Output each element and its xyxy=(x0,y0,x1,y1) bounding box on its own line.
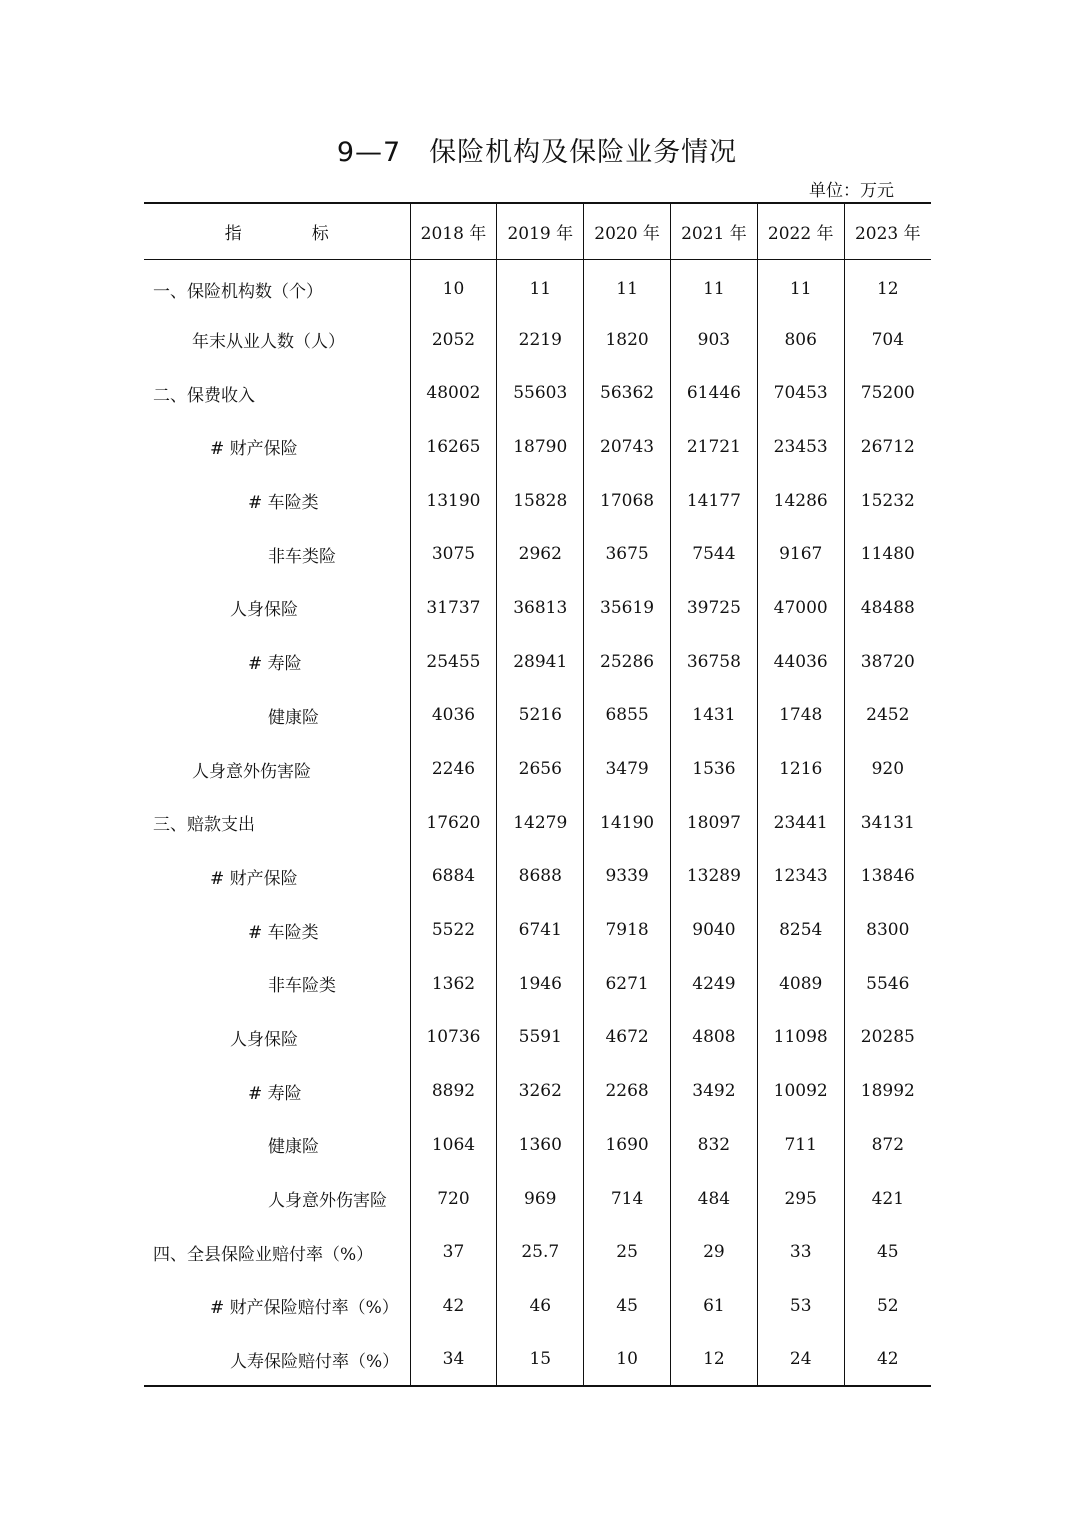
value-cell: 35619 xyxy=(584,581,671,635)
value-cell: 70453 xyxy=(757,366,844,420)
value-cell: 2656 xyxy=(497,742,584,796)
row-label: 人身保险 xyxy=(230,600,298,621)
value-cell: 4672 xyxy=(584,1011,671,1065)
value-cell: 17620 xyxy=(410,796,497,850)
row-label: 三、赔款支出 xyxy=(153,815,255,836)
value-cell: 1690 xyxy=(584,1118,671,1172)
table-row xyxy=(144,1279,931,1333)
value-cell: 4089 xyxy=(757,957,844,1011)
indicator-header-char: 标 xyxy=(311,223,329,244)
value-cell: 6855 xyxy=(584,689,671,743)
value-cell: 1820 xyxy=(584,313,671,367)
value-cell: 34131 xyxy=(844,796,931,850)
year-column-header: 2020 年 xyxy=(584,203,671,259)
value-cell: 39725 xyxy=(671,581,758,635)
value-cell: 1216 xyxy=(757,742,844,796)
table-row xyxy=(144,366,931,420)
row-label: 健康险 xyxy=(268,1137,319,1158)
row-label: 四、全县保险业赔付率（%） xyxy=(153,1244,374,1265)
value-cell: 23453 xyxy=(757,420,844,474)
value-cell: 8688 xyxy=(497,850,584,904)
row-label: 年末从业人数（人） xyxy=(192,332,345,353)
row-label: 人身意外伤害险 xyxy=(268,1191,387,1212)
row-label: 健康险 xyxy=(268,707,319,728)
value-cell: 11 xyxy=(671,259,758,313)
year-column-header: 2022 年 xyxy=(757,203,844,259)
value-cell: 832 xyxy=(671,1118,758,1172)
value-cell: 2452 xyxy=(844,689,931,743)
value-cell: 2246 xyxy=(410,742,497,796)
table-row xyxy=(144,1333,931,1387)
value-cell: 3479 xyxy=(584,742,671,796)
value-cell: 11 xyxy=(757,259,844,313)
row-label: 二、保费收入 xyxy=(153,385,255,406)
table-body xyxy=(144,259,931,1386)
value-cell: 14190 xyxy=(584,796,671,850)
value-cell: 3075 xyxy=(410,527,497,581)
value-cell: 15232 xyxy=(844,474,931,528)
value-cell: 55603 xyxy=(497,366,584,420)
value-cell: 720 xyxy=(410,1172,497,1226)
value-cell: 4036 xyxy=(410,689,497,743)
value-cell: 16265 xyxy=(410,420,497,474)
value-cell: 2052 xyxy=(410,313,497,367)
value-cell: 36813 xyxy=(497,581,584,635)
value-cell: 28941 xyxy=(497,635,584,689)
value-cell: 6741 xyxy=(497,903,584,957)
row-label: # 寿险 xyxy=(248,654,302,675)
table-row xyxy=(144,527,931,581)
value-cell: 1064 xyxy=(410,1118,497,1172)
insurance-statistics-table xyxy=(144,202,931,1387)
value-cell: 21721 xyxy=(671,420,758,474)
value-cell: 8892 xyxy=(410,1064,497,1118)
value-cell: 18790 xyxy=(497,420,584,474)
row-label: # 车险类 xyxy=(248,493,319,514)
value-cell: 25.7 xyxy=(497,1225,584,1279)
value-cell: 25455 xyxy=(410,635,497,689)
value-cell: 42 xyxy=(844,1333,931,1387)
value-cell: 61446 xyxy=(671,366,758,420)
value-cell: 20743 xyxy=(584,420,671,474)
value-cell: 38720 xyxy=(844,635,931,689)
value-cell: 13190 xyxy=(410,474,497,528)
value-cell: 9167 xyxy=(757,527,844,581)
value-cell: 3262 xyxy=(497,1064,584,1118)
value-cell: 7544 xyxy=(671,527,758,581)
year-column-header: 2021 年 xyxy=(671,203,758,259)
table-row xyxy=(144,742,931,796)
row-label: 人寿保险赔付率（%） xyxy=(144,1333,410,1387)
value-cell: 1748 xyxy=(757,689,844,743)
value-cell: 2268 xyxy=(584,1064,671,1118)
value-cell: 1360 xyxy=(497,1118,584,1172)
value-cell: 11098 xyxy=(757,1011,844,1065)
value-cell: 8300 xyxy=(844,903,931,957)
value-cell: 18097 xyxy=(671,796,758,850)
row-label: # 车险类 xyxy=(248,922,319,943)
value-cell: 920 xyxy=(844,742,931,796)
row-label: 一、保险机构数（个） xyxy=(153,281,323,302)
value-cell: 44036 xyxy=(757,635,844,689)
table-row xyxy=(144,1172,931,1226)
value-cell: 872 xyxy=(844,1118,931,1172)
value-cell: 14279 xyxy=(497,796,584,850)
row-label: # 财产保险 xyxy=(210,439,298,460)
value-cell: 11 xyxy=(584,259,671,313)
value-cell: 25 xyxy=(584,1225,671,1279)
value-cell: 10092 xyxy=(757,1064,844,1118)
value-cell: 45 xyxy=(844,1225,931,1279)
value-cell: 13846 xyxy=(844,850,931,904)
value-cell: 12343 xyxy=(757,850,844,904)
value-cell: 29 xyxy=(671,1225,758,1279)
row-label: 非车险类 xyxy=(268,976,336,997)
value-cell: 75200 xyxy=(844,366,931,420)
value-cell: 61 xyxy=(671,1279,758,1333)
table-row xyxy=(144,903,931,957)
year-column-header: 2018 年 xyxy=(410,203,497,259)
value-cell: 47000 xyxy=(757,581,844,635)
value-cell: 12 xyxy=(844,259,931,313)
value-cell: 421 xyxy=(844,1172,931,1226)
value-cell: 806 xyxy=(757,313,844,367)
row-label: 人身保险 xyxy=(230,1029,298,1050)
table-header-row xyxy=(144,203,931,259)
value-cell: 26712 xyxy=(844,420,931,474)
value-cell: 9339 xyxy=(584,850,671,904)
indicator-column-header xyxy=(144,203,410,259)
value-cell: 1362 xyxy=(410,957,497,1011)
value-cell: 4249 xyxy=(671,957,758,1011)
value-cell: 36758 xyxy=(671,635,758,689)
value-cell: 714 xyxy=(584,1172,671,1226)
value-cell: 45 xyxy=(584,1279,671,1333)
value-cell: 2219 xyxy=(497,313,584,367)
value-cell: 8254 xyxy=(757,903,844,957)
value-cell: 9040 xyxy=(671,903,758,957)
value-cell: 6271 xyxy=(584,957,671,1011)
table-row xyxy=(144,850,931,904)
table-row xyxy=(144,1118,931,1172)
value-cell: 903 xyxy=(671,313,758,367)
value-cell: 3492 xyxy=(671,1064,758,1118)
row-label: # 财产保险赔付率（%） xyxy=(210,1298,399,1319)
value-cell: 42 xyxy=(410,1279,497,1333)
value-cell: 5591 xyxy=(497,1011,584,1065)
value-cell: 48002 xyxy=(410,366,497,420)
value-cell: 1431 xyxy=(671,689,758,743)
value-cell: 704 xyxy=(844,313,931,367)
value-cell: 711 xyxy=(757,1118,844,1172)
value-cell: 10736 xyxy=(410,1011,497,1065)
value-cell: 37 xyxy=(410,1225,497,1279)
value-cell: 11 xyxy=(497,259,584,313)
year-column-header: 2023 年 xyxy=(844,203,931,259)
value-cell: 56362 xyxy=(584,366,671,420)
row-label: 人身意外伤害险 xyxy=(192,761,311,782)
unit-label: 单位：万元 xyxy=(809,181,894,201)
value-cell: 10 xyxy=(410,259,497,313)
value-cell: 484 xyxy=(671,1172,758,1226)
year-column-header: 2019 年 xyxy=(497,203,584,259)
value-cell: 34 xyxy=(410,1333,497,1387)
table-row xyxy=(144,474,931,528)
table-row xyxy=(144,313,931,367)
table-row xyxy=(144,1011,931,1065)
value-cell: 46 xyxy=(497,1279,584,1333)
value-cell: 52 xyxy=(844,1279,931,1333)
table-row xyxy=(144,1225,931,1279)
value-cell: 5522 xyxy=(410,903,497,957)
value-cell: 25286 xyxy=(584,635,671,689)
value-cell: 14177 xyxy=(671,474,758,528)
indicator-header-char: 指 xyxy=(224,223,242,244)
value-cell: 31737 xyxy=(410,581,497,635)
value-cell: 18992 xyxy=(844,1064,931,1118)
value-cell: 3675 xyxy=(584,527,671,581)
table-row xyxy=(144,1064,931,1118)
value-cell: 5546 xyxy=(844,957,931,1011)
value-cell: 969 xyxy=(497,1172,584,1226)
row-label: # 寿险 xyxy=(248,1083,302,1104)
value-cell: 5216 xyxy=(497,689,584,743)
row-label: 非车类险 xyxy=(268,546,336,567)
value-cell: 14286 xyxy=(757,474,844,528)
value-cell: 48488 xyxy=(844,581,931,635)
value-cell: 7918 xyxy=(584,903,671,957)
value-cell: 4808 xyxy=(671,1011,758,1065)
table-row xyxy=(144,796,931,850)
value-cell: 11480 xyxy=(844,527,931,581)
value-cell: 10 xyxy=(584,1333,671,1387)
value-cell: 15828 xyxy=(497,474,584,528)
value-cell: 15 xyxy=(497,1333,584,1387)
table-row xyxy=(144,581,931,635)
value-cell: 17068 xyxy=(584,474,671,528)
table-row xyxy=(144,259,931,313)
value-cell: 13289 xyxy=(671,850,758,904)
table-row xyxy=(144,957,931,1011)
table-row xyxy=(144,689,931,743)
value-cell: 23441 xyxy=(757,796,844,850)
table-row xyxy=(144,635,931,689)
value-cell: 6884 xyxy=(410,850,497,904)
value-cell: 53 xyxy=(757,1279,844,1333)
value-cell: 1536 xyxy=(671,742,758,796)
value-cell: 1946 xyxy=(497,957,584,1011)
value-cell: 295 xyxy=(757,1172,844,1226)
page-title: 9—7 保险机构及保险业务情况 xyxy=(336,137,738,168)
table-row xyxy=(144,420,931,474)
value-cell: 20285 xyxy=(844,1011,931,1065)
value-cell: 24 xyxy=(757,1333,844,1387)
value-cell: 2962 xyxy=(497,527,584,581)
row-label: # 财产保险 xyxy=(210,868,298,889)
value-cell: 12 xyxy=(671,1333,758,1387)
value-cell: 33 xyxy=(757,1225,844,1279)
